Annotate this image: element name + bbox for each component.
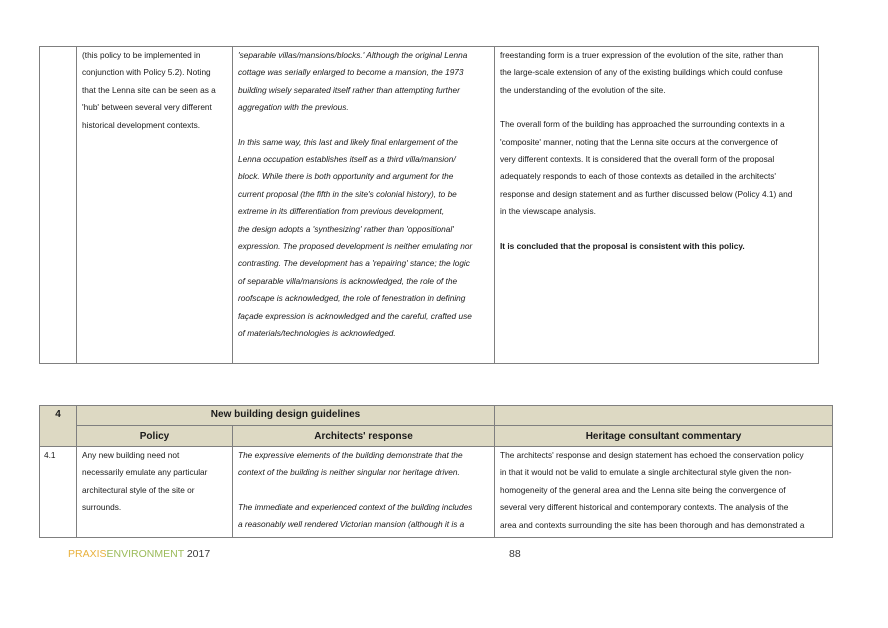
commentary-line: response and design statement and as further discussed below (Policy 4.1) and (500, 188, 793, 199)
policy-cell (77, 447, 233, 538)
architect-line: The expressive elements of the building demonstrate that the (238, 450, 463, 460)
architect-line: a reasonably well rendered Victorian mansion (although it is a (238, 519, 465, 530)
heritage-commentary-cell (495, 447, 833, 538)
architect-line: block. While there is both opportunity and argument for the (238, 171, 454, 182)
section-title-cell (77, 406, 495, 426)
architect-line: The immediate and experienced context of the building includes (238, 501, 473, 512)
architect-line: In this same way, this last and likely final enlargement of the (238, 136, 458, 147)
section-title: New building design guidelines (210, 409, 361, 420)
policy-line: surrounds. (82, 502, 122, 513)
commentary-line: The architects' response and design statement has echoed the conservation policy (500, 450, 804, 460)
architect-line: aggregation with the previous. (238, 102, 349, 113)
commentary-line: the large-scale extension of any of the existing buildings which could confuse (500, 67, 783, 78)
row-number: 4.1 (44, 450, 56, 460)
architect-line: extreme in its differentiation from previous development, (238, 206, 445, 217)
section-number: 4 (55, 409, 61, 420)
policy-line: necessarily emulate any particular (82, 467, 208, 478)
architect-line: roofscape is acknowledged, the role of fenestration in defining (238, 293, 466, 304)
commentary-line: adequately responds to each of those contexts as detailed in the architects' (500, 171, 777, 182)
architect-line: of materials/technologies is acknowledged. (238, 328, 396, 339)
commentary-line: 'composite' manner, noting that the Lenna site occurs at the convergence of (500, 136, 778, 147)
architect-line: 'separable villas/mansions/blocks.' Although the original Lenna (238, 50, 468, 60)
commentary-line: area and contexts surrounding the site has been thorough and has demonstrated a (500, 519, 805, 530)
architects-response-cell (233, 47, 495, 364)
column-header-architects-label: Architects' response (314, 430, 413, 442)
architect-line: building wisely separated itself rather than attempting further (238, 84, 460, 95)
page-number: 88 (509, 548, 521, 560)
row-number-cell (40, 447, 77, 538)
architect-line: context of the building is neither singular nor heritage driven. (238, 467, 460, 478)
policy-cell (77, 47, 233, 364)
column-header-commentary (495, 426, 833, 447)
column-header-policy (77, 426, 233, 447)
architect-line: of separable villa/mansions is acknowledged, the role of the (238, 275, 458, 286)
commentary-line: freestanding form is a truer expression of the evolution of the site, rather than (500, 50, 784, 60)
policy-line: architectural style of the site or (82, 484, 195, 495)
design-guidelines-table (39, 405, 833, 538)
architect-line: façade expression is acknowledged and the careful, crafted use (238, 310, 472, 321)
architects-response-cell (233, 447, 495, 538)
policy-table-continued (39, 46, 819, 364)
column-header-commentary-label: Heritage consultant commentary (585, 430, 742, 442)
policy-line: 'hub' between several very different (82, 102, 212, 113)
column-header-architects (233, 426, 495, 447)
commentary-line: The overall form of the building has approached the surrounding contexts in a (500, 119, 785, 130)
architect-line: contrasting. The development has a 'repairing' stance; the logic (238, 258, 470, 269)
policy-line: historical development contexts. (82, 119, 201, 130)
policy-text (82, 47, 232, 134)
commentary-line: very different contexts. It is considered that the overall form of the proposal (500, 154, 775, 165)
policy-line: that the Lenna site can be seen as a (82, 84, 216, 95)
section-blank-cell (495, 406, 833, 426)
architect-line: current proposal (the fifth in the site's colonial history), to be (238, 188, 457, 199)
architect-line: the design adopts a 'synthesizing' rather than 'oppositional' (238, 223, 454, 234)
footer-year: 2017 (186, 548, 211, 560)
brand-environment: ENVIRONMENT (106, 548, 184, 560)
policy-line: (this policy to be implemented in (82, 50, 201, 60)
commentary-line: homogeneity of the general area and the Lenna site being the convergence of (500, 484, 786, 495)
footer-brand (68, 548, 210, 560)
architect-line: Lenna occupation establishes itself as a third villa/mansion/ (238, 154, 456, 165)
conclusion-text: It is concluded that the proposal is consistent with this policy. (500, 240, 745, 251)
brand-praxis: PRAXIS (68, 548, 107, 560)
architect-line: cottage was serially enlarged to become a mansion, the 1973 (238, 67, 464, 78)
row-number-cell (40, 47, 77, 364)
commentary-line: in that it would not be valid to emulate a single architectural style given the non- (500, 467, 792, 478)
column-header-policy-label: Policy (139, 430, 170, 442)
section-number-cell (40, 406, 77, 447)
architect-line: expression. The proposed development is neither emulating nor (238, 241, 473, 252)
policy-line: Any new building need not (82, 450, 180, 460)
policy-line: conjunction with Policy 5.2). Noting (82, 67, 211, 78)
commentary-line: several very different historical and contemporary contexts. The analysis of the (500, 502, 789, 513)
heritage-commentary-cell (495, 47, 819, 364)
commentary-line: in the viewscape analysis. (500, 206, 596, 217)
commentary-line: the understanding of the evolution of the site. (500, 84, 666, 95)
